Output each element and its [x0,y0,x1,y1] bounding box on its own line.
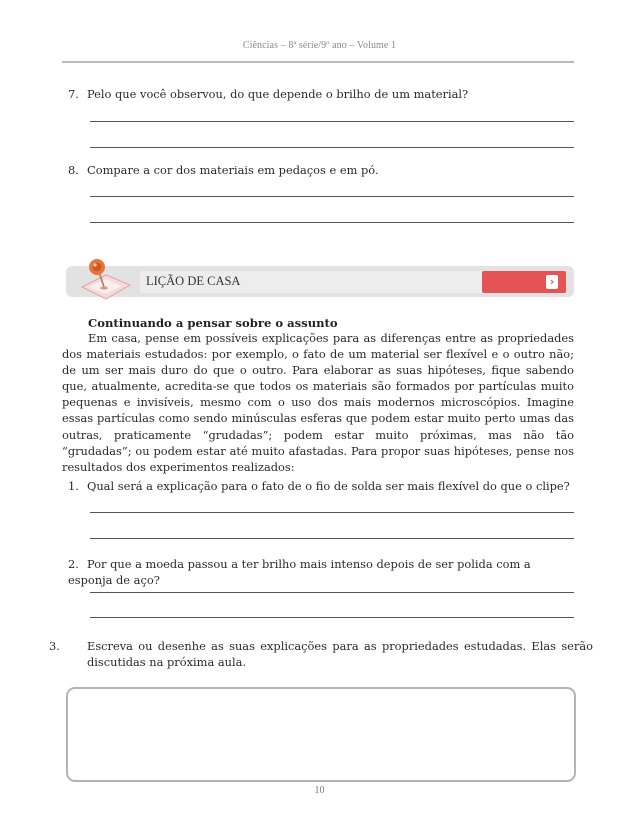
running-header: Ciências – 8ª série/9º ano – Volume 1 [242,40,397,51]
section-subtitle: Continuando a pensar sobre o assunto [88,316,338,330]
section-paragraph: Em casa, pense em possíveis explicações para as diferenças entre as propriedades dos materiais estudados: por exemplo, o fato de um material ser flexível e o outro não; de um ser mais duro do que o outro. Para elaborar as suas hipóteses, fique sabendo que, atualmente, acredita-se que todos os materiais são formados por partículas muito pequenas e invisíveis, mesmo com o uso dos mais modernos microscópios. Imagine essas partículas como sendo minúsculas esferas que podem estar muito perto umas das outras, praticamente “grudadas”; podem estar muito próximas, mas não tão “grudadas”; ou podem estar até muito afastadas. Para propor suas hipóteses, pense nos resultados dos experimentos realizados: [62,331,574,474]
question-number: 2. [68,557,79,571]
question-number: 1. [68,479,79,493]
answer-line[interactable] [90,538,574,539]
banner-accent [482,271,566,293]
question-7 [68,86,578,102]
answer-line[interactable] [90,196,574,197]
question-2 [68,556,578,588]
banner-title-box [140,271,485,293]
question-3 [49,638,593,670]
question-number: 7. [68,87,79,101]
question-text: Qual será a explicação para o fato de o fio de solda ser mais flexível do que o clipe? [87,479,570,493]
answer-line[interactable] [90,121,574,122]
question-1 [68,478,578,494]
question-text: Por que a moeda passou a ter brilho mais intenso depois de ser polida com a esponja de aço? [68,557,531,587]
answer-line[interactable] [90,222,574,223]
question-text: Escreva ou desenhe as suas explicações para as propriedades estudadas. Elas serão discutidas na próxima aula. [87,639,593,669]
question-number: 8. [68,163,79,177]
map-pin-icon [76,255,136,303]
question-text: Pelo que você observou, do que depende o brilho de um material? [87,87,469,101]
question-text: Compare a cor dos materiais em pedaços e em pó. [87,163,379,177]
question-number: 3. [49,639,60,653]
answer-line[interactable] [90,512,574,513]
drawing-answer-box[interactable] [66,687,576,782]
chevron-right-icon: › [546,275,558,289]
answer-line[interactable] [90,592,574,593]
page-number: 10 [314,785,325,796]
banner-title: LIÇÃO DE CASA [146,274,241,288]
answer-line[interactable] [90,617,574,618]
answer-line[interactable] [90,147,574,148]
header-rule [62,61,574,63]
question-8 [68,162,578,178]
